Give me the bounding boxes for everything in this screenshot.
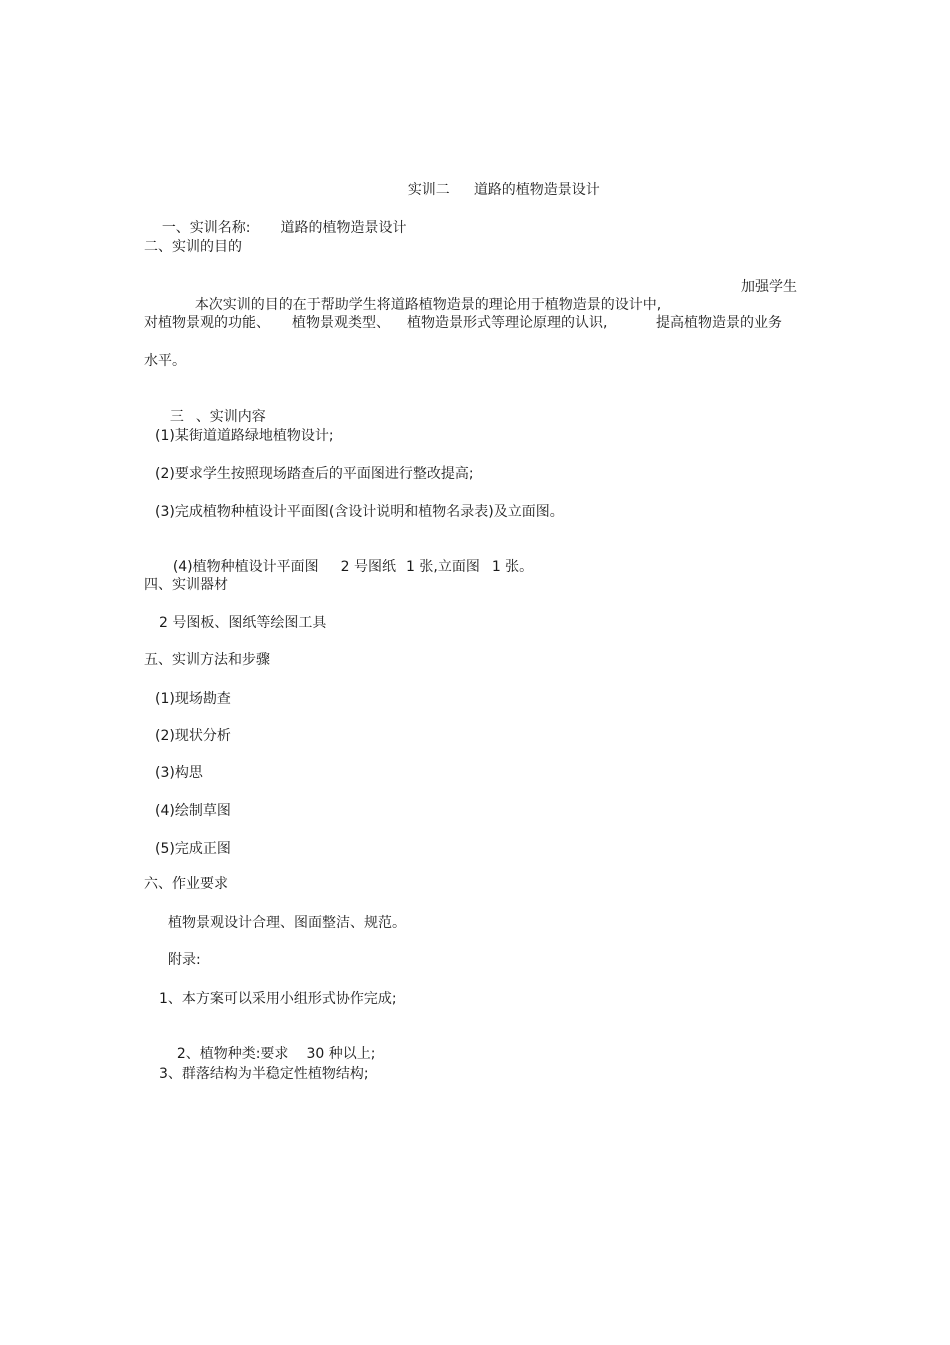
step-item-1: (1)现场勘查 [155,691,231,707]
content-item-1: (1)某街道道路绿地植物设计; [155,428,334,444]
step-item-5: (5)完成正图 [155,841,231,857]
section-6-heading: 六、作业要求 [144,876,228,892]
appendix-item-3: 3、群落结构为半稳定性植物结构; [159,1066,369,1082]
purpose-line-2-d: 提高植物造景的业务 [656,315,782,331]
purpose-line-2-b: 植物景观类型、 [292,315,390,331]
step-item-2: (2)现状分析 [155,728,231,744]
doc-title-prefix: 实训二 [407,182,450,198]
step-item-4: (4)绘制草图 [155,803,231,819]
appendix-item-1: 1、本方案可以采用小组形式协作完成; [159,991,397,1007]
content-item-4-a: (4)植物种植设计平面图 [172,559,319,575]
appendix-item-2-b: 30 种以上; [306,1046,376,1062]
doc-title-main: 道路的植物造景设计 [473,182,600,198]
content-item-4-c: 1 张,立面图 [406,559,480,575]
section-3-number: 三 [169,409,184,425]
equipment-text: 2 号图板、图纸等绘图工具 [159,615,327,631]
purpose-line-2-a: 对植物景观的功能、 [144,315,270,331]
appendix-label: 附录: [168,952,201,968]
appendix-item-2-a: 2、植物种类:要求 [176,1046,289,1062]
section-2-heading: 二、实训的目的 [144,239,242,255]
purpose-line-1-b: 加强学生 [741,279,797,295]
step-item-3: (3)构思 [155,765,203,781]
requirement-text: 植物景观设计合理、图面整洁、规范。 [168,915,406,931]
content-item-2: (2)要求学生按照现场踏查后的平面图进行整改提高; [155,466,474,482]
section-3-title: 、实训内容 [195,409,266,425]
purpose-line-3: 水平。 [144,353,186,369]
section-4-heading: 四、实训器材 [144,577,228,593]
section-5-heading: 五、实训方法和步骤 [144,652,270,668]
section-1-label: 一、实训名称: [161,220,251,236]
section-1-value: 道路的植物造景设计 [280,220,407,236]
content-item-4-d: 1 张。 [491,559,534,575]
content-item-4-b: 2 号图纸 [340,559,397,575]
purpose-line-2-c: 植物造景形式等理论原理的认识, [407,315,608,331]
doc-title [390,163,600,217]
content-item-3: (3)完成植物种植设计平面图(含设计说明和植物名录表)及立面图。 [155,504,564,520]
purpose-line-1-a: 本次实训的目的在于帮助学生将道路植物造景的理论用于植物造景的设计中, [194,297,662,313]
